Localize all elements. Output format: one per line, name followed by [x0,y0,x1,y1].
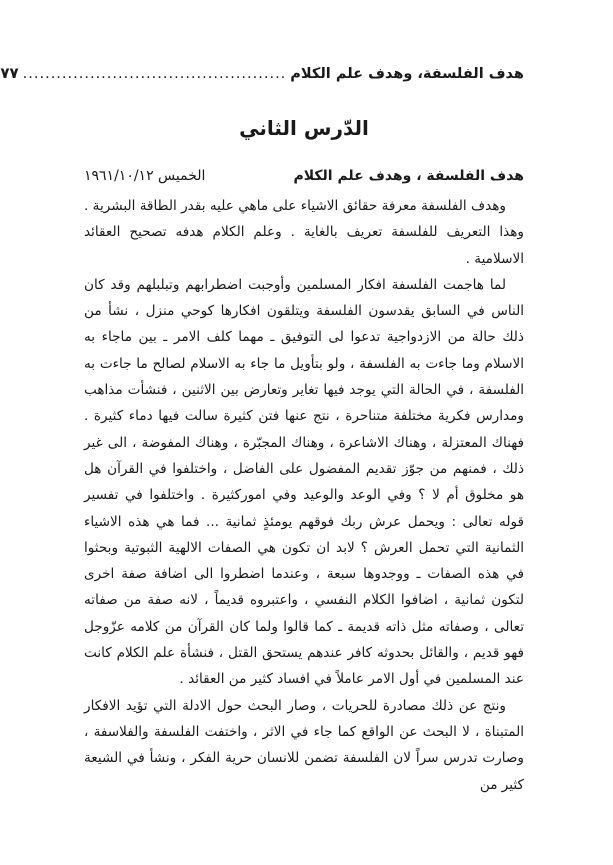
lesson-title: الدّرس الثاني [239,116,369,140]
paragraph-1: وهدف الفلسفة معرفة حقائق الاشياء على ماهي عليه بقدر الطاقة البشرية . وهذا التعريف للفلسفة تعريف بالغاية . وعلم الكلام هدفه تصحيح العقائد الاسلامية . [84,198,524,267]
lesson-topic: هدف الفلسفة ، وهدف علم الكلام [293,168,524,184]
body-text [84,193,524,798]
running-header [0,64,524,86]
paragraph-3: ونتج عن ذلك مصادرة للحريات ، وصار البحث حول الادلة التي تؤيد الافكار المتبناة ، لا البحث عن الواقع كما جاء في الاثر ، واختفت الفلسفة والفلاسفة ، وصارت تدرس سراً لان الفلسفة تضمن للانسان حرية الفكر ، ونشأ في الشيعة كثير من [84,697,524,793]
running-title: هدف الفلسفة، وهدف علم الكلام [290,66,524,82]
lesson-subheading [84,168,524,184]
lesson-date: الخميس ١٩٦١/١٠/١٢ [84,168,206,184]
paragraph-2: لما هاجمت الفلسفة افكار المسلمين وأوجبت اضطرابهم وتبلبلهم وقد كان الناس في السابق يقدسون الفلسفة ويتلقون افكارها كوحي منزل ، نشأ من ذلك حالة من الازدواجية تدعوا لى التوفيق ـ مهما كلف الامر ـ بين ماجاء به الاسلام وما جاءت به الفلسفة ، ولو بتأويل ما جاء به الاسلام لصالح ما جاءت به الفلسفة ، في الحالة التي يوجد فيها تغاير وتعارض بين الاثنين ، فنشأت مذاهب ومدارس فكرية مختلفة متناحرة ، نتج عنها فتن كثيرة سالت فيها دماء كثيرة . فهناك المعتزلة ، وهناك الاشاعرة ، وهناك المجبّرة ، وهناك المفوضة ، الى غير ذلك ، فمنهم من جوّز تقديم المفضول على الفاضل ، واختلفوا في القرآن هل هو مخلوق أم لا ؟ وفي الوعد والوعيد وفي اموركثيرة . واختلفوا في تفسير قوله تعالى : ويحمل عرش ربك فوقهم يومئذٍ ثمانية ... فما هي هذه الاشياء الثمانية التي تحمل العرش ؟ لابد ان تكون هي الصفات الالهية الثبوتية وبحثوا في هذه الصفات ـ ووجدوها سبعة ، وعندما اضطروا الى اضافة صفة اخرى لتكون ثمانية ، اضافوا الكلام النفسي ، واعتبروه قديماً ، لانه صفة من صفاته تعالى ، وصفاته مثل ذاته قديمة ـ كما قالوا ولما كان القرآن من كلامه عزّوجل فهو قديم ، والقائل بحدوثه كافر عندهم يستحق القتل ، فنشأة علم الكلام كانت عند المسلمين في أول الامر عاملاً في افساد كثير من العقائد . [84,276,524,688]
leader-dots: ............................................... [22,66,287,82]
page-number: ٧٧ [0,64,19,82]
